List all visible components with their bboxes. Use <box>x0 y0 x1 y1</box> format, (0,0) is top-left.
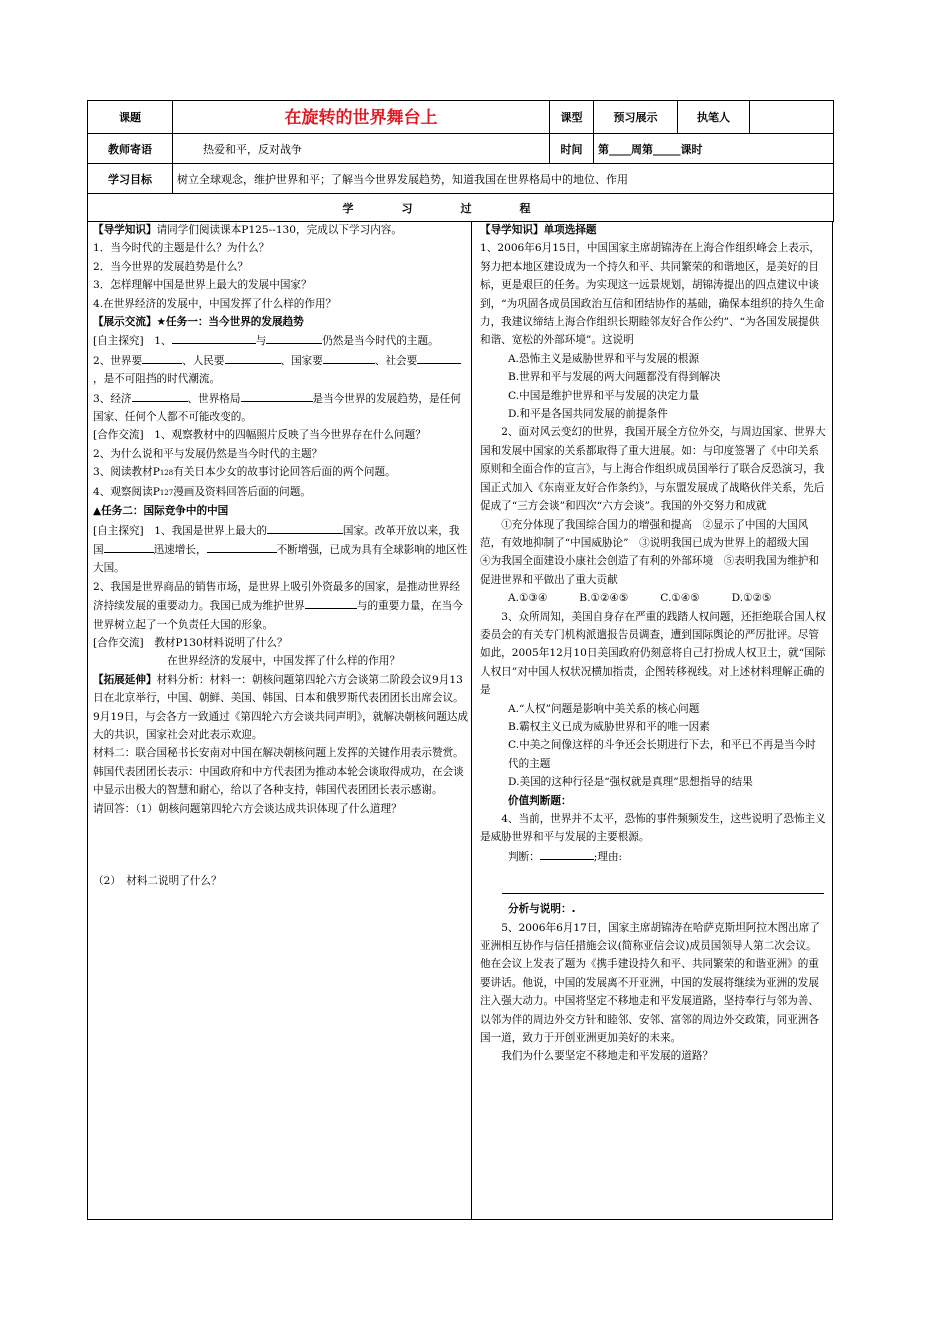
author-value <box>750 101 834 134</box>
ask-2: （2） 材料二说明了什么？ <box>93 875 222 887</box>
coop-3: 3、阅读教材P128有关日本少女的故事讨论回答后面的两个问题。 <box>93 466 396 479</box>
label-goal: 学习目标 <box>88 164 173 194</box>
lesson-title: 在旋转的世界舞台上 <box>173 101 550 134</box>
mc-question-2: 2、面对风云变幻的世界，我国开展全方位外交，与周边国家、世界大国和发展中国家的关系都取得了重大进展。如：与印度签署了《中印关系原则和全面合作的宣言》，与上海合作组织成员国举行了联合反恐演习，我国正式加入《东南亚友好合作条约》，与东盟发展成了战略伙伴关系，先后促成了“三方会谈”和四次“六方会谈”。我国的外交努力和成就 <box>480 426 826 513</box>
coop-4: 4、观察阅读P127漫画及资料回答后面的问题。 <box>93 485 311 498</box>
task2-self-2: 2、我国是世界商品的销售市场，是世界上吸引外资最多的国家，是推动世界经济持续发展的重要动力。我国已成为维护世界 与的重要力量，在当今世界树立起了一个负责任大国的形象。 <box>93 580 463 631</box>
right-column <box>480 221 826 1219</box>
answer-rule <box>502 892 824 894</box>
label-type: 课型 <box>550 101 594 134</box>
label-time: 时间 <box>550 134 594 164</box>
analysis-question-5: 5、2006年6月17日，国家主席胡锦涛在哈萨克斯坦阿拉木图出席了亚洲相互协作与信任措施会议(简称亚信会议)成员国领导人第二次会议。他在会议上发表了题为《携手建设持久和平、共同繁荣的和谐亚洲》的重要讲话。他说，中国的发展离不开亚洲，中国的发展将继续为亚洲的发展注入强大动力。中国将坚定不移地走和平发展道路，坚持奉行与邻为善、以邻为伴的周边外交方针和睦邻、安邻、富邻的周边外交政策，同亚洲各国一道，致力于开创亚洲更加美好的未来。 <box>480 921 820 1045</box>
question-4: 4.在世界经济的发展中，中国发挥了什么样的作用？ <box>93 297 337 310</box>
analysis-title: 分析与说明：. <box>508 903 576 916</box>
question-3: 3．怎样理解中国是世界上最大的发展中国家？ <box>93 279 312 292</box>
question-1: 1．当今时代的主题是什么？为什么？ <box>93 242 270 255</box>
guide-text-left: 请同学们阅读课本P125--130，完成以下学习内容。 <box>156 224 402 236</box>
question-2: 2．当今世界的发展趋势是什么？ <box>93 260 249 273</box>
q2-options: A.①③④ B.①②④⑤ C.①④⑤ D.①②⑤ <box>508 592 772 605</box>
mc-question-1: 1、2006年6月15日，中国国家主席胡锦涛在上海合作组织峰会上表示，努力把本地区建设成为一个持久和平、共同繁荣的和谐地区，是美好的目标，更是艰巨的任务。为实现这一远景规划，胡锦涛提出的四点建议中谈到，“为巩固各成员国政治互信和团结协作的基础，确保本组织的持久生命力，我建议缔结上海合作组织长期睦邻友好合作公约”、“为各国发展提供和谐、宽松的外部环境”。这说明 <box>480 242 825 347</box>
guide-title-right: 【导学知识】 <box>480 224 544 236</box>
judgment-title: 价值判断题： <box>508 794 572 807</box>
process-body <box>87 221 833 1220</box>
task2-coop-2: 在世界经济的发展中，中国发挥了什么样的作用？ <box>167 655 401 668</box>
label-topic: 课题 <box>88 101 173 134</box>
material-two: 材料二：联合国秘书长安南对中国在解决朝核问题上发挥的关键作用表示赞赏。韩国代表团团长表示：中国政府和中方代表团为推动本轮会谈取得成功，在会谈中显示出极大的智慧和耐心，给以了各种支持，韩国代表团团长表示感谢。 <box>93 747 464 797</box>
task2-coop: [合作交流] 教材P130材料说明了什么？ <box>93 636 288 649</box>
task2-title: ▲任务二：国际竞争中的中国 <box>93 505 229 518</box>
q3-option-d: D.美国的这种行径是“强权就是真理”思想指导的结果 <box>508 776 753 789</box>
coop-2: 2、为什么说和平与发展仍然是当今时代的主题？ <box>93 447 323 460</box>
judgment-answer-line: 判断： ;理由: <box>480 847 826 866</box>
q1-option-b: B.世界和平与发展的两大问题都没有得到解决 <box>508 371 721 384</box>
label-message: 教师寄语 <box>88 134 173 164</box>
q1-option-a: A.恐怖主义是威胁世界和平与发展的根源 <box>508 352 700 365</box>
column-divider <box>471 221 472 1219</box>
left-column <box>93 221 469 1219</box>
q3-option-b: B.霸权主义已成为威胁世界和平的唯一因素 <box>508 720 710 733</box>
material-one: 材料分析：材料一：朝核问题第四轮六方会谈第二阶段会议9月13日在北京举行，中国、朝鲜、美国、韩国、日本和俄罗斯代表团团长出席会议。9月19日，与会各方一致通过《第四轮六方会谈共同声明》，就解决朝核问题达成大的共识，国家社会对此表示欢迎。 <box>93 673 469 741</box>
lesson-type: 预习展示 <box>594 101 678 134</box>
q3-option-c: C.中美之间像这样的斗争还会长期进行下去，和平已不再是当今时代的主题 <box>508 739 816 770</box>
q3-option-a: A.“人权”问题是影响中美关系的核心问题 <box>508 702 700 715</box>
judgment-question-4: 4、当前，世界并不太平，恐怖的事件频频发生，这些说明了恐怖主义是威胁世界和平与发展的主要根源。 <box>480 813 826 844</box>
self-study-1: [自主探究] 1、 与 仍然是当今时代的主题。 <box>93 331 469 350</box>
label-author: 执笔人 <box>678 101 750 134</box>
q2-statements: ①充分体现了我国综合国力的增强和提高 ②显示了中国的大国风范，有效地抑制了“中国威胁论” ③说明我国已成为世界上的超级大国 ④为我国全面建设小康社会创造了有利的外部环境 ⑤表明我国为维护和促进世界和平做出了重大贡献 <box>480 518 820 586</box>
teacher-message: 热爱和平，反对战争 <box>173 134 550 164</box>
self-study-2: 2、世界要 、人民要 、国家要 、社会要，是不可阻挡的时代潮流。 <box>93 351 469 389</box>
q1-option-d: D.和平是各国共同发展的前提条件 <box>508 408 668 421</box>
mc-question-3: 3、众所周知，美国自身存在严重的践踏人权问题，还拒绝联合国人权委员会的有关专门机构派遣报告员调查，遭到国际舆论的严厉批评。尽管如此，2005年12月10日美国政府仍刻意将自己打扮成人权卫士，就“国际人权日”对中国人权状况横加指责，企图转移视线。对上述材料理解正确的是 <box>480 610 826 697</box>
single-choice-title: 单项选择题 <box>543 224 597 236</box>
q5-ask: 我们为什么要坚定不移地走和平发展的道路？ <box>501 1050 714 1063</box>
task1-title: 【展示交流】★任务一：当今世界的发展趋势 <box>93 316 304 329</box>
time-value: 第____周第_____课时 <box>594 134 834 164</box>
q1-option-c: C.中国是维护世界和平与发展的决定力量 <box>508 389 700 402</box>
process-heading: 学习过程 <box>88 194 834 222</box>
extension-title: 【拓展延伸】 <box>93 673 157 686</box>
learning-goal: 树立全球观念，维护世界和平；了解当今世界发展趋势，知道我国在世界格局中的地位、作用 <box>173 164 834 194</box>
task2-self-1: [自主探究] 1、我国是世界上最大的 国家。改革开放以来，我国 迅速增长， 不断增强，已成为具有全球影响的地区性大国。 <box>93 521 469 578</box>
guide-title-left: 【导学知识】 <box>93 224 157 236</box>
coop-1: [合作交流] 1、观察教材中的四幅照片反映了当今世界存在什么问题？ <box>93 429 426 442</box>
self-study-3: 3、经济 、世界格局 是当今世界的发展趋势，是任何国家、任何个人都不可能改变的。 <box>93 389 469 427</box>
worksheet <box>87 100 833 1220</box>
ask-1: 请回答：（1）朝核问题第四轮六方会谈达成共识体现了什么道理？ <box>93 802 402 815</box>
header-table <box>87 100 834 222</box>
